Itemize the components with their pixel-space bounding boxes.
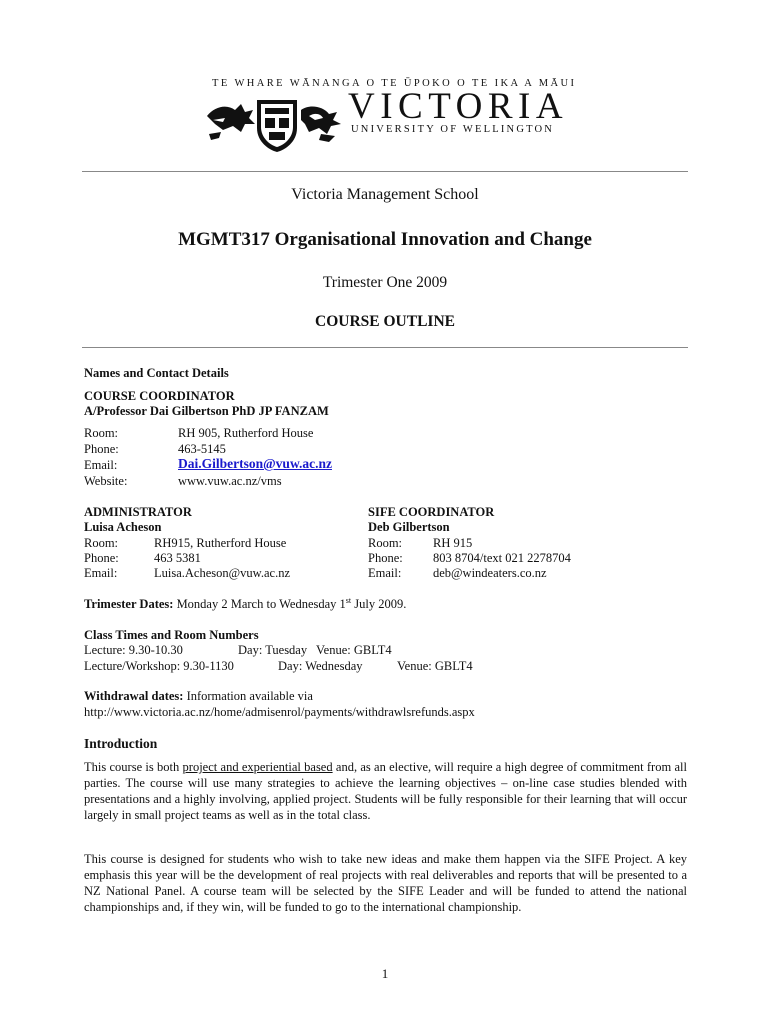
coordinator-room-value: RH 905, Rutherford House [178,426,314,440]
withdrawal-label: Withdrawal dates: [84,689,184,703]
sife-role: SIFE COORDINATOR [368,505,495,519]
sife-email-value: deb@windeaters.co.nz [433,566,547,580]
coordinator-name: A/Professor Dai Gilbertson PhD JP FANZAM [84,404,329,418]
administrator-email-label: Email: [84,566,118,580]
withdrawal-text: Information available via [186,689,313,703]
lecture-venue: Venue: GBLT4 [316,643,392,657]
workshop-day: Day: Wednesday [278,659,363,673]
administrator-name: Luisa Acheson [84,520,162,534]
introduction-heading: Introduction [84,736,158,751]
course-title: MGMT317 Organisational Innovation and Change [178,229,592,250]
contacts-heading: Names and Contact Details [84,366,229,380]
administrator-role: ADMINISTRATOR [84,505,192,519]
coordinator-phone-value: 463-5145 [178,442,226,456]
course-outline-heading: COURSE OUTLINE [315,313,455,330]
workshop-venue: Venue: GBLT4 [397,659,473,673]
administrator-phone-value: 463 5381 [154,551,201,565]
class-times-heading: Class Times and Room Numbers [84,628,259,642]
trimester-dates-start: Monday 2 March to Wednesday 1 [176,597,346,611]
page-number: 1 [381,966,389,981]
sife-email-label: Email: [368,566,402,580]
trimester-dates-label: Trimester Dates: [84,597,174,611]
coordinator-phone-label: Phone: [84,442,119,456]
trimester-label: Trimester One 2009 [322,274,448,291]
lecture-day: Day: Tuesday [238,643,308,657]
withdrawal-url[interactable]: http://www.victoria.ac.nz/home/admisenrol/payments/withdrawlsrefunds.aspx [84,705,475,719]
coordinator-website-label: Website: [84,474,128,488]
school-name: Victoria Management School [291,186,479,203]
withdrawal-dates [84,688,313,704]
intro-p1-start: This course is both [84,760,183,774]
victoria-crest-icon [205,94,345,154]
coordinator-role: COURSE COORDINATOR [84,389,235,403]
maori-university-name: TE WHARE WĀNANGA O TE ŪPOKO O TE IKA A MĀUI [212,78,577,89]
section-divider [82,347,688,348]
intro-p1-rest: and, as an elective, will require a high degree of commitment from all parties. The course will use many strategies to achieve the learning objectives – on-line case studies blended with presentations and a highly involving, applied project. Students will be fully responsible for their learning that will occur largely in small project teams as well as in the total class. [84,760,687,822]
sife-name: Deb Gilbertson [368,520,450,534]
trimester-dates-sup: st [345,595,352,605]
coordinator-room-label: Room: [84,426,119,440]
introduction-paragraph-1 [84,759,687,823]
top-divider [82,171,688,172]
administrator-room-label: Room: [84,536,119,550]
administrator-email-value: Luisa.Acheson@vuw.ac.nz [154,566,291,580]
sife-room-label: Room: [368,536,403,550]
victoria-wordmark: VICTORIA [348,86,569,127]
sife-phone-value: 803 8704/text 021 2278704 [433,551,571,565]
administrator-room-value: RH915, Rutherford House [154,536,287,550]
coordinator-email-link[interactable]: Dai.Gilbertson@vuw.ac.nz [178,456,332,471]
introduction-paragraph-2: This course is designed for students who wish to take new ideas and make them happen via the SIFE Project. A key emphasis this year will be the development of real projects with real deliverables and reports that will be presented to a NZ National Panel. A course team will be selected by the SIFE Leader and will be funded to attend the national championships and, if they win, will be funded to go to the international championship. [84,852,687,914]
coordinator-website-value: www.vuw.ac.nz/vms [178,474,282,488]
sife-room-value: RH 915 [433,536,473,550]
trimester-dates-end: July 2009. [351,597,407,611]
lecture-time: Lecture: 9.30-10.30 [84,643,183,657]
workshop-time: Lecture/Workshop: 9.30-1130 [84,659,234,673]
sife-phone-label: Phone: [368,551,403,565]
coordinator-email-label: Email: [84,458,118,472]
administrator-phone-label: Phone: [84,551,119,565]
trimester-dates [84,596,406,612]
university-name: UNIVERSITY OF WELLINGTON [351,124,555,135]
intro-p1-underlined: project and experiential based [182,760,333,774]
